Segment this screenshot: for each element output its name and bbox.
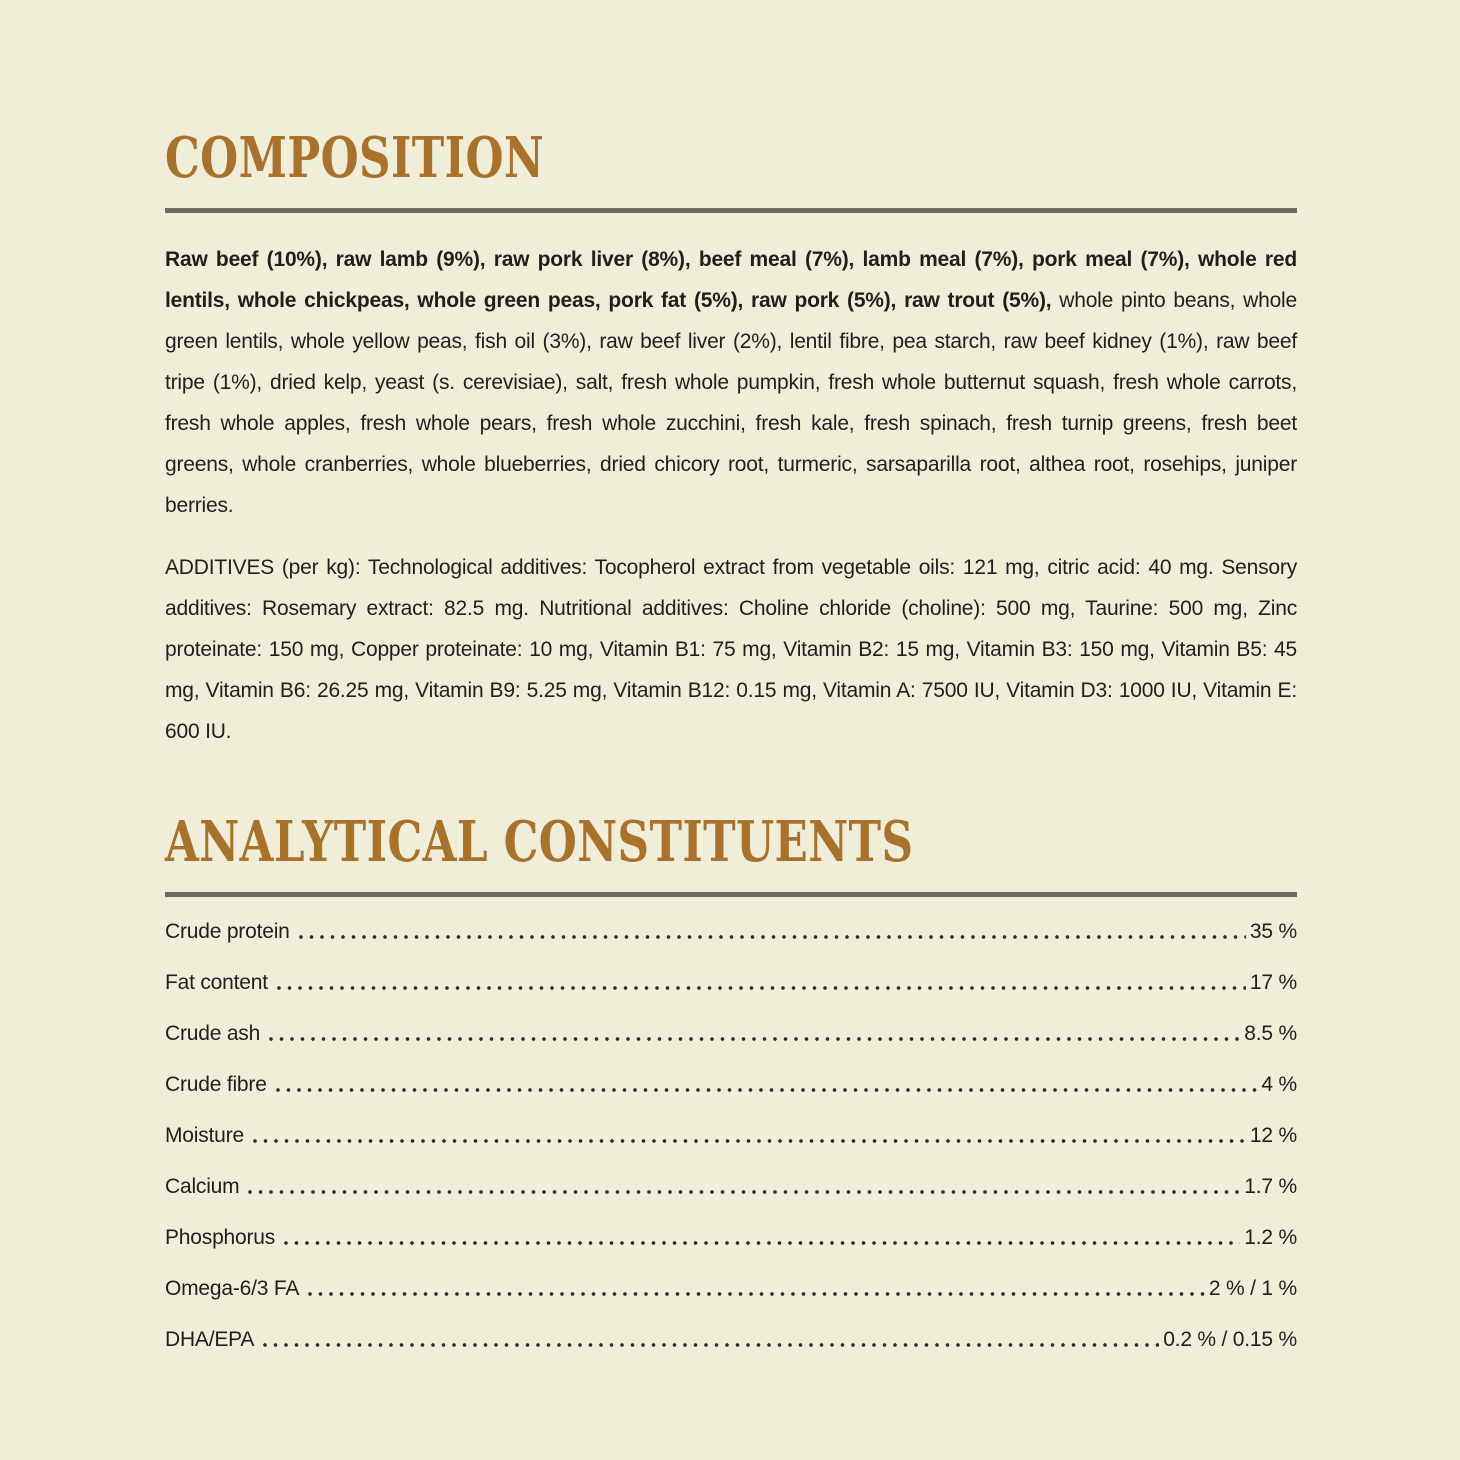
table-row — [165, 1212, 1297, 1263]
constituent-value: 1.7 % — [1244, 1174, 1297, 1198]
dot-leader — [308, 1292, 1205, 1296]
dot-leader — [284, 1241, 1240, 1245]
table-row — [165, 1314, 1297, 1365]
constituent-label: DHA/EPA — [165, 1327, 255, 1351]
constituent-label: Omega-6/3 FA — [165, 1276, 300, 1300]
constituent-label: Fat content — [165, 970, 268, 994]
constituent-label: Crude ash — [165, 1021, 261, 1045]
constituent-value: 1.2 % — [1244, 1225, 1297, 1249]
dot-leader — [269, 1037, 1240, 1041]
constituent-value: 4 % — [1261, 1072, 1297, 1096]
constituent-value: 0.2 % / 0.15 % — [1163, 1327, 1297, 1351]
constituent-label: Crude protein — [165, 919, 290, 943]
ingredients-paragraph — [165, 239, 1297, 526]
table-row — [165, 1008, 1297, 1059]
table-row — [165, 1059, 1297, 1110]
composition-title: COMPOSITION — [165, 125, 545, 191]
analytical-constituents-table — [165, 906, 1297, 1365]
additives-paragraph: ADDITIVES (per kg): Technological additives: Tocopherol extract from vegetable oils: 121 mg, citric acid: 40 mg. Sensory additives: Rosemary extract: 82.5 mg. Nutritional additives: Choline chloride (choline): 500 mg, Taurine: 500 mg, Zinc proteinate: 150 mg, Copper proteinate: 10 mg, Vitamin B1: 75 mg, Vitamin B2: 15 mg, Vitamin B3: 150 mg, Vitamin B5: 45 mg, Vitamin B6: 26.25 mg, Vitamin B9: 5.25 mg, Vitamin B12: 0.15 mg, Vitamin A: 7500 IU, Vitamin D3: 1000 IU, Vitamin E: 600 IU. — [165, 556, 1297, 743]
constituent-value: 2 % / 1 % — [1208, 1276, 1297, 1300]
constituent-label: Calcium — [165, 1174, 240, 1198]
dot-leader — [263, 1343, 1159, 1347]
dot-leader — [248, 1190, 1240, 1194]
dot-leader — [277, 986, 1246, 990]
constituent-value: 17 % — [1249, 970, 1297, 994]
constituent-label: Phosphorus — [165, 1225, 276, 1249]
composition-divider — [165, 208, 1297, 213]
table-row — [165, 1263, 1297, 1314]
constituent-value: 35 % — [1249, 919, 1297, 943]
constituent-label: Moisture — [165, 1123, 244, 1147]
constituent-value: 12 % — [1249, 1123, 1297, 1147]
table-row — [165, 1110, 1297, 1161]
dot-leader — [253, 1139, 1246, 1143]
analytical-divider — [165, 892, 1297, 897]
table-row — [165, 957, 1297, 1008]
ingredients-primary-text: Raw beef (10%), raw lamb (9%), raw pork liver (8%), beef meal (7%), lamb meal (7%), pork meal (7%), whole red lentils, whole chickpeas, whole green peas, pork fat (5%), raw pork (5%), raw trout (5%), — [165, 248, 1297, 312]
table-row — [165, 1161, 1297, 1212]
dot-leader — [276, 1088, 1258, 1092]
dot-leader — [299, 935, 1246, 939]
analytical-constituents-title: ANALYTICAL CONSTITUENTS — [165, 809, 914, 875]
ingredients-secondary-text: whole pinto beans, whole green lentils, whole yellow peas, fish oil (3%), raw beef liver (2%), lentil fibre, pea starch, raw beef kidney (1%), raw beef tripe (1%), dried kelp, yeast (s. cerevisiae), salt, fresh whole pumpkin, fresh whole butternut squash, fresh whole carrots, fresh whole apples, fresh whole pears, fresh whole zucchini, fresh kale, fresh spinach, fresh turnip greens, fresh beet greens, whole cranberries, whole blueberries, dried chicory root, turmeric, sarsaparilla root, althea root, rosehips, juniper berries. — [165, 289, 1297, 517]
table-row — [165, 906, 1297, 957]
constituent-value: 8.5 % — [1244, 1021, 1297, 1045]
constituent-label: Crude fibre — [165, 1072, 267, 1096]
